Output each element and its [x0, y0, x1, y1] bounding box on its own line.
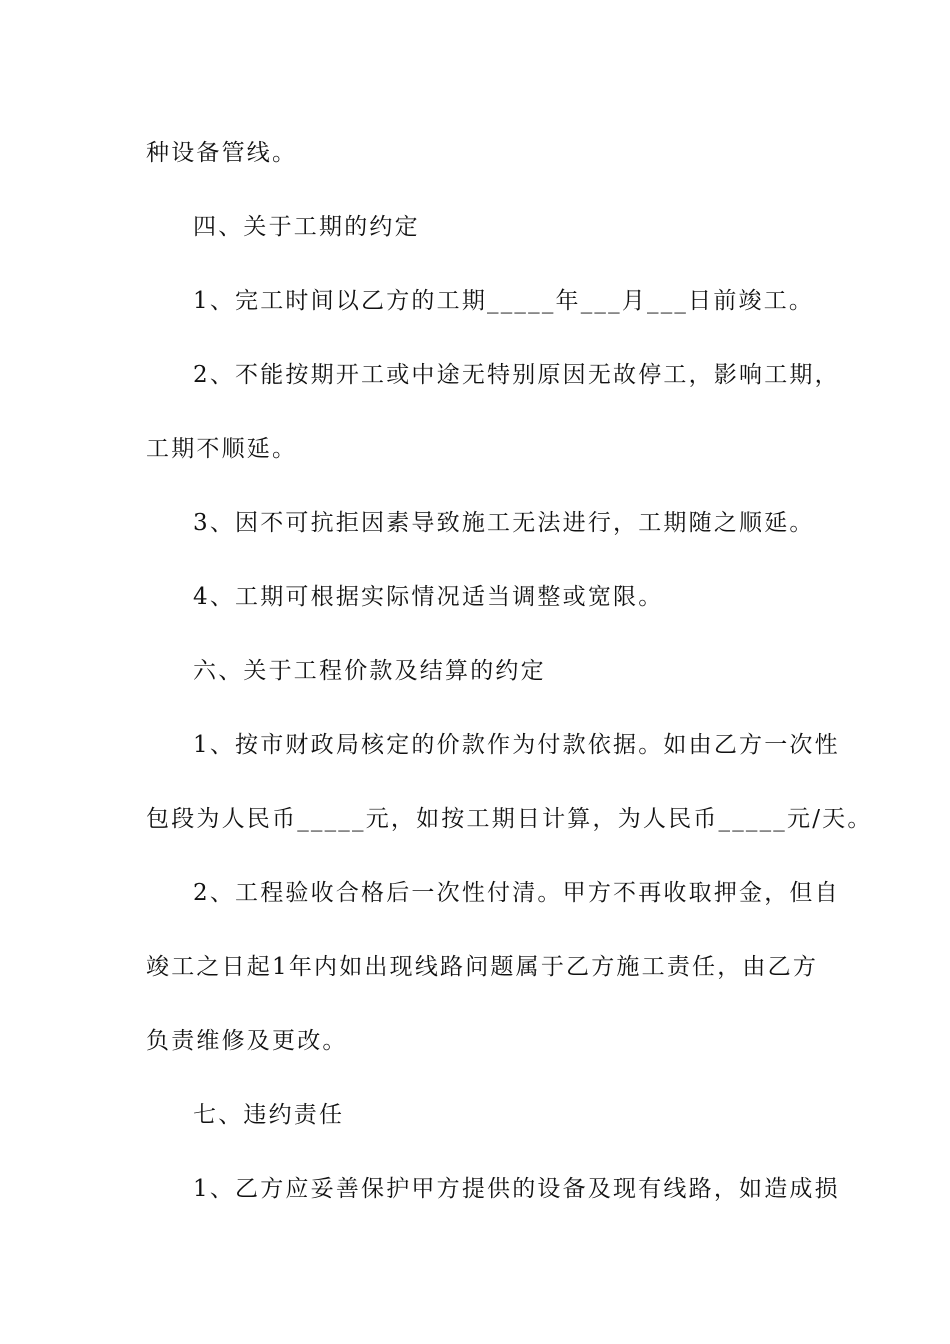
clause-4-1: 1、完工时间以乙方的工期_____年___月___日前竣工。 [193, 288, 815, 314]
clause-4-2: 2、不能按期开工或中途无特别原因无故停工，影响工期， [193, 362, 840, 388]
section-heading-7: 七、违约责任 [193, 1102, 345, 1128]
clause-6-2-continuation-2: 负责维修及更改。 [146, 1028, 348, 1054]
clause-4-4: 4、工期可根据实际情况适当调整或宽限。 [193, 584, 664, 610]
clause-4-3: 3、因不可抗拒因素导致施工无法进行，工期随之顺延。 [193, 510, 815, 536]
clause-7-1: 1、乙方应妥善保护甲方提供的设备及现有线路，如造成损 [193, 1176, 840, 1202]
clause-6-2-continuation-1: 竣工之日起1年内如出现线路问题属于乙方施工责任，由乙方 [146, 954, 819, 980]
clause-6-1: 1、按市财政局核定的价款作为付款依据。如由乙方一次性 [193, 732, 840, 758]
clause-6-1-continuation: 包段为人民币_____元，如按工期日计算，为人民币_____元/天。 [146, 806, 873, 832]
paragraph-continuation: 种设备管线。 [146, 140, 298, 166]
section-heading-6: 六、关于工程价款及结算的约定 [193, 658, 546, 684]
clause-4-2-continuation: 工期不顺延。 [146, 436, 298, 462]
clause-6-2: 2、工程验收合格后一次性付清。甲方不再收取押金，但自 [193, 880, 840, 906]
section-heading-4: 四、关于工期的约定 [193, 214, 420, 240]
